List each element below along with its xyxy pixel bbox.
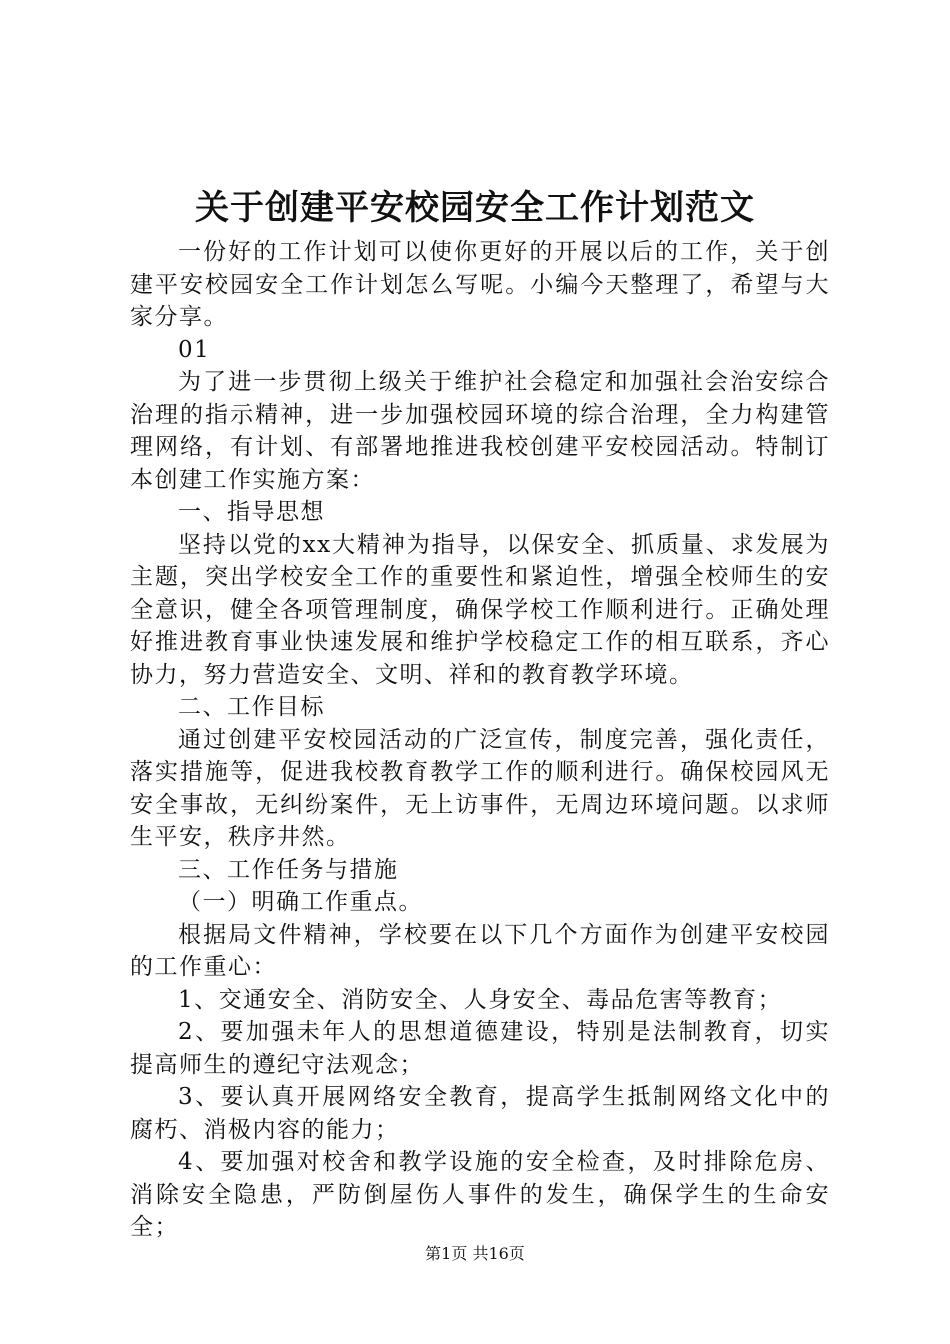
list-item: 3、要认真开展网络安全教育，提高学生抵制网络文化中的腐朽、消极内容的能力； (130, 1084, 830, 1143)
document-body (130, 236, 830, 1244)
body-paragraph: 通过创建平安校园活动的广泛宣传，制度完善，强化责任，落实措施等，促进我校教育教学工作的顺利进行。确保校园风无安全事故，无纠纷案件，无上访事件，无周边环境问题。以求师生平安，秩序井然。 (130, 726, 830, 850)
section-heading: 二、工作目标 (178, 694, 325, 720)
intro-paragraph: 一份好的工作计划可以使你更好的开展以后的工作，关于创建平安校园安全工作计划怎么写呢。小编今天整理了，希望与大家分享。 (130, 239, 830, 330)
list-item: 2、要加强未年人的思想道德建设，特别是法制教育，切实提高师生的遵纪守法观念； (130, 1019, 830, 1078)
section-heading: 一、指导思想 (178, 499, 325, 525)
body-paragraph: 坚持以党的xx大精神为指导，以保安全、抓质量、求发展为主题，突出学校安全工作的重要性和紧迫性，增强全校师生的安全意识，健全各项管理制度，确保学校工作顺利进行。正确处理好推进教育事业快速发展和维护学校稳定工作的相互联系，齐心协力，努力营造安全、文明、祥和的教育教学环境。 (130, 531, 830, 688)
page-number-footer: 第1页 共16页 (425, 1244, 525, 1263)
list-item: 1、交通安全、消防安全、人身安全、毒品危害等教育； (178, 986, 783, 1013)
subsection-heading: （一）明确工作重点。 (178, 889, 423, 915)
body-paragraph: 为了进一步贯彻上级关于维护社会稳定和加强社会治安综合治理的指示精神，进一步加强校园环境的综合治理，全力构建管理网络，有计划、有部署地推进我校创建平安校园活动。特制订本创建工作实施方案： (130, 369, 830, 493)
section-number: 01 (178, 336, 211, 363)
section-heading: 三、工作任务与措施 (178, 856, 399, 883)
body-paragraph: 根据局文件精神，学校要在以下几个方面作为创建平安校园的工作重心： (130, 921, 830, 980)
list-item: 4、要加强对校舍和教学设施的安全检查，及时排除危房、消除安全隐患，严防倒屋伤人事件的发生，确保学生的生命安全； (130, 1149, 830, 1240)
document-title: 关于创建平安校园安全工作计划范文 (195, 188, 755, 228)
